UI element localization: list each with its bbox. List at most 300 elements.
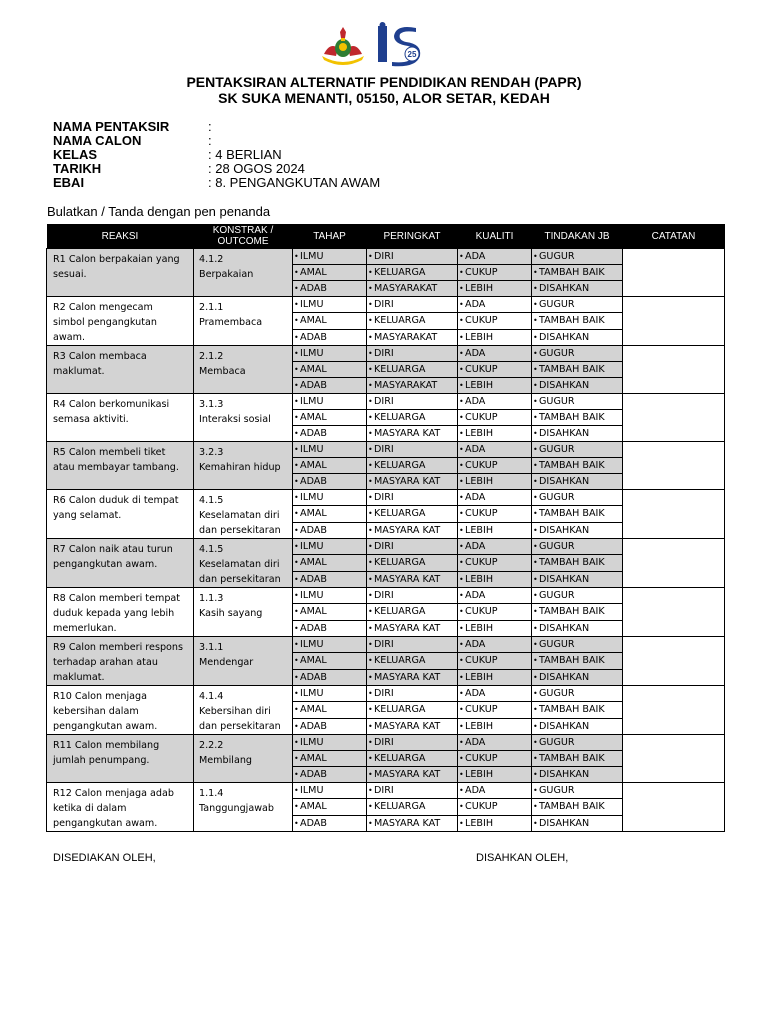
peringkat-option[interactable] [367,442,458,458]
tindakan-option[interactable] [532,555,623,571]
bullet-icon: • [294,786,299,795]
option-label: MASYARAKAT [374,331,438,343]
kualiti-option[interactable] [458,571,532,587]
bullet-icon: • [294,413,299,422]
peringkat-option[interactable] [367,735,458,751]
option-label: MASYARA KAT [374,428,441,439]
konstrak-code: 3.1.1 [199,642,224,653]
option-label: AMAL [300,508,327,520]
bullet-icon: • [533,413,538,422]
option-label: DISAHKAN [539,283,590,294]
bullet-icon: • [533,300,538,309]
tindakan-option[interactable] [532,735,623,751]
catatan-cell[interactable] [623,442,725,490]
option-label: MASYARA KAT [374,573,441,585]
catatan-cell[interactable] [623,588,725,637]
option-label: DIRI [374,348,394,359]
tahap-option[interactable] [293,378,367,394]
bullet-icon: • [533,591,538,600]
bullet-icon: • [459,542,464,551]
kualiti-option[interactable] [458,637,532,653]
peringkat-option[interactable] [367,378,458,394]
peringkat-option[interactable] [367,522,458,538]
bullet-icon: • [459,349,464,358]
kualiti-option[interactable] [458,442,532,458]
bullet-icon: • [459,721,464,731]
bullet-icon: • [294,574,299,584]
tindakan-option[interactable] [532,588,623,604]
bullet-icon: • [294,316,299,326]
option-label: MASYARAKAT [374,380,438,391]
header-reaksi: REAKSI [47,224,194,249]
catatan-cell[interactable] [623,249,725,297]
option-label: TAMBAH BAIK [539,606,605,618]
tahap-option[interactable] [293,346,367,362]
peringkat-option[interactable] [367,571,458,587]
tahap-option[interactable] [293,767,367,783]
catatan-cell[interactable] [623,297,725,346]
kualiti-option[interactable] [458,686,532,702]
option-label: GUGUR [539,737,575,748]
bullet-icon: • [533,509,538,519]
peringkat-option[interactable] [367,815,458,831]
kualiti-option[interactable] [458,539,532,555]
tindakan-option[interactable] [532,458,623,474]
peringkat-option[interactable] [367,799,458,815]
bullet-icon: • [294,770,299,779]
option-label: GUGUR [539,541,575,552]
bullet-icon: • [533,721,538,731]
bullet-icon: • [294,300,299,309]
tahap-option[interactable] [293,281,367,297]
option-label: ILMU [300,590,324,601]
kualiti-option[interactable] [458,783,532,799]
kualiti-option[interactable] [458,249,532,265]
reaksi-cell: R6 Calon duduk di tempat yang selamat. [47,490,194,539]
option-label: ADA [465,444,486,455]
kualiti-option[interactable] [458,378,532,394]
tahap-option[interactable] [293,297,367,313]
peringkat-option[interactable] [367,410,458,426]
tahap-option[interactable] [293,506,367,522]
option-label: DISAHKAN [539,769,590,780]
tahap-option[interactable] [293,588,367,604]
reaksi-cell: R12 Calon menjaga adab ketika di dalam pengangkutan awam. [47,783,194,832]
kualiti-option[interactable] [458,506,532,522]
bullet-icon: • [459,461,464,470]
option-label: LEBIH [465,331,494,343]
peringkat-option[interactable] [367,555,458,571]
kualiti-option[interactable] [458,458,532,474]
bullet-icon: • [294,525,299,535]
kualiti-option[interactable] [458,362,532,378]
kualiti-option[interactable] [458,604,532,620]
tindakan-option[interactable] [532,281,623,297]
peringkat-option[interactable] [367,394,458,410]
tindakan-option[interactable] [532,718,623,734]
option-label: CUKUP [465,753,498,764]
option-label: KELUARGA [374,655,426,667]
bullet-icon: • [368,268,373,277]
tindakan-option[interactable] [532,815,623,831]
tindakan-option[interactable] [532,783,623,799]
tindakan-option[interactable] [532,702,623,718]
bullet-icon: • [459,445,464,454]
option-label: DIRI [374,396,394,407]
option-label: TAMBAH BAIK [539,508,605,520]
bullet-icon: • [459,300,464,309]
konstrak-cell [194,783,293,832]
catatan-cell[interactable] [623,735,725,783]
option-label: ADA [465,639,486,650]
bullet-icon: • [459,397,464,406]
peringkat-option[interactable] [367,249,458,265]
tindakan-option[interactable] [532,362,623,378]
tindakan-option[interactable] [532,426,623,442]
tahap-option[interactable] [293,799,367,815]
peringkat-option[interactable] [367,329,458,345]
tindakan-option[interactable] [532,442,623,458]
bullet-icon: • [368,786,373,795]
table-row [47,490,725,506]
option-label: AMAL [300,460,327,471]
option-label: DISAHKAN [539,428,590,439]
bullet-icon: • [533,623,538,633]
option-label: DISAHKAN [539,380,590,391]
option-label: ILMU [300,396,324,407]
tindakan-option[interactable] [532,378,623,394]
bullet-icon: • [294,689,299,698]
option-label: KELUARGA [374,460,426,471]
bullet-icon: • [294,252,299,261]
catatan-cell[interactable] [623,394,725,442]
bullet-icon: • [368,607,373,617]
header-tindakan: TINDAKAN JB [532,224,623,249]
bullet-icon: • [533,493,538,502]
option-label: KELUARGA [374,606,426,618]
tindakan-option[interactable] [532,490,623,506]
tahap-option[interactable] [293,571,367,587]
tahap-option[interactable] [293,751,367,767]
tahap-option[interactable] [293,329,367,345]
peringkat-option[interactable] [367,362,458,378]
tindakan-option[interactable] [532,506,623,522]
peringkat-option[interactable] [367,297,458,313]
tindakan-option[interactable] [532,604,623,620]
kualiti-option[interactable] [458,265,532,281]
kualiti-option[interactable] [458,313,532,329]
bullet-icon: • [533,689,538,698]
tindakan-option[interactable] [532,620,623,636]
info-row-calon [53,134,553,148]
kualiti-option[interactable] [458,522,532,538]
peringkat-option[interactable] [367,669,458,685]
tindakan-option[interactable] [532,686,623,702]
tahap-option[interactable] [293,620,367,636]
peringkat-option[interactable] [367,604,458,620]
tindakan-option[interactable] [532,522,623,538]
outcome-label: Mendengar [199,657,254,668]
table-row [47,442,725,458]
kualiti-option[interactable] [458,394,532,410]
kualiti-option[interactable] [458,669,532,685]
peringkat-option[interactable] [367,637,458,653]
kualiti-option[interactable] [458,718,532,734]
peringkat-option[interactable] [367,751,458,767]
bullet-icon: • [368,252,373,261]
bullet-icon: • [533,397,538,406]
tahap-option[interactable] [293,362,367,378]
option-label: TAMBAH BAIK [539,460,605,471]
tahap-option[interactable] [293,265,367,281]
peringkat-option[interactable] [367,767,458,783]
option-label: KELUARGA [374,704,426,716]
bullet-icon: • [459,525,464,535]
bullet-icon: • [368,591,373,600]
catatan-cell[interactable] [623,490,725,539]
option-label: ADA [465,590,486,601]
tahap-option[interactable] [293,394,367,410]
bullet-icon: • [294,754,299,763]
peringkat-option[interactable] [367,458,458,474]
tahap-option[interactable] [293,718,367,734]
tindakan-option[interactable] [532,265,623,281]
catatan-cell[interactable] [623,783,725,832]
kualiti-option[interactable] [458,555,532,571]
option-label: MASYARA KAT [374,476,441,487]
kualiti-option[interactable] [458,329,532,345]
peringkat-option[interactable] [367,313,458,329]
option-label: LEBIH [465,428,494,439]
kualiti-option[interactable] [458,588,532,604]
bullet-icon: • [368,558,373,568]
peringkat-option[interactable] [367,702,458,718]
bullet-icon: • [294,429,299,438]
tahap-option[interactable] [293,637,367,653]
option-label: DIRI [374,639,394,650]
bullet-icon: • [368,397,373,406]
peringkat-option[interactable] [367,653,458,669]
bullet-icon: • [459,591,464,600]
tindakan-option[interactable] [532,571,623,587]
option-label: AMAL [300,315,327,327]
option-label: CUKUP [465,364,498,375]
peringkat-option[interactable] [367,490,458,506]
peringkat-option[interactable] [367,588,458,604]
option-label: DISAHKAN [539,573,590,585]
peringkat-option[interactable] [367,506,458,522]
kualiti-option[interactable] [458,799,532,815]
tahap-option[interactable] [293,604,367,620]
bullet-icon: • [294,818,299,828]
option-label: ADAB [300,769,327,780]
tindakan-option[interactable] [532,313,623,329]
approved-by-label: DISAHKAN OLEH, [476,852,569,864]
bullet-icon: • [294,461,299,470]
kualiti-option[interactable] [458,297,532,313]
option-label: ILMU [300,785,324,796]
bullet-icon: • [368,381,373,390]
tahap-option[interactable] [293,410,367,426]
option-label: CUKUP [465,801,498,813]
tahap-option[interactable] [293,669,367,685]
reaksi-cell: R10 Calon menjaga kebersihan dalam pengangkutan awam. [47,686,194,735]
tahap-option[interactable] [293,442,367,458]
option-label: LEBIH [465,720,494,732]
bullet-icon: • [459,770,464,779]
bullet-icon: • [368,509,373,519]
catatan-cell[interactable] [623,539,725,588]
peringkat-option[interactable] [367,718,458,734]
tahap-option[interactable] [293,783,367,799]
peringkat-option[interactable] [367,346,458,362]
tindakan-option[interactable] [532,297,623,313]
tahap-option[interactable] [293,653,367,669]
peringkat-option[interactable] [367,426,458,442]
tindakan-option[interactable] [532,653,623,669]
bullet-icon: • [368,461,373,470]
option-label: ADAB [300,622,327,634]
kualiti-option[interactable] [458,767,532,783]
bullet-icon: • [533,754,538,763]
bullet-icon: • [294,542,299,551]
tahap-option[interactable] [293,249,367,265]
tahap-option[interactable] [293,490,367,506]
konstrak-code: 1.1.3 [199,593,224,604]
peringkat-option[interactable] [367,281,458,297]
catatan-cell[interactable] [623,637,725,686]
peringkat-option[interactable] [367,265,458,281]
bullet-icon: • [368,525,373,535]
kualiti-option[interactable] [458,815,532,831]
option-label: DIRI [374,737,394,748]
kualiti-option[interactable] [458,474,532,490]
option-label: ADAB [300,380,327,391]
konstrak-cell [194,249,293,297]
tindakan-option[interactable] [532,329,623,345]
bullet-icon: • [368,413,373,422]
konstrak-cell [194,442,293,490]
kualiti-option[interactable] [458,620,532,636]
header-logos [0,22,768,70]
option-label: TAMBAH BAIK [539,315,605,327]
bullet-icon: • [533,268,538,277]
kualiti-option[interactable] [458,702,532,718]
bullet-icon: • [533,738,538,747]
bullet-icon: • [294,349,299,358]
header-tahap: TAHAP [293,224,367,249]
bullet-icon: • [294,558,299,568]
option-label: DIRI [374,688,394,699]
kualiti-option[interactable] [458,751,532,767]
peringkat-option[interactable] [367,783,458,799]
peringkat-option[interactable] [367,539,458,555]
konstrak-cell [194,735,293,783]
option-label: KELUARGA [374,801,426,813]
option-label: DISAHKAN [539,524,590,536]
option-label: GUGUR [539,299,575,310]
option-label: ILMU [300,639,324,650]
tahap-option[interactable] [293,815,367,831]
tahap-option[interactable] [293,539,367,555]
catatan-cell[interactable] [623,686,725,735]
bullet-icon: • [459,493,464,502]
bullet-icon: • [294,332,299,342]
kualiti-option[interactable] [458,346,532,362]
option-label: GUGUR [539,251,575,262]
reaksi-cell: R4 Calon berkomunikasi semasa aktiviti. [47,394,194,442]
bullet-icon: • [459,640,464,649]
bullet-icon: • [459,738,464,747]
outcome-label: Kasih sayang [199,608,263,619]
tindakan-option[interactable] [532,669,623,685]
option-label: MASYARA KAT [374,622,441,634]
tindakan-option[interactable] [532,751,623,767]
catatan-cell[interactable] [623,346,725,394]
bullet-icon: • [533,656,538,666]
tindakan-option[interactable] [532,410,623,426]
tindakan-option[interactable] [532,637,623,653]
tahap-option[interactable] [293,426,367,442]
kualiti-option[interactable] [458,410,532,426]
option-label: AMAL [300,704,327,716]
bullet-icon: • [294,738,299,747]
tahap-option[interactable] [293,686,367,702]
peringkat-option[interactable] [367,620,458,636]
outcome-label: Membaca [199,366,246,377]
assessment-table [46,224,725,832]
tindakan-option[interactable] [532,346,623,362]
bullet-icon: • [533,802,538,812]
tindakan-option[interactable] [532,394,623,410]
info-value: : 4 BERLIAN [208,147,282,162]
bullet-icon: • [294,397,299,406]
tahap-option[interactable] [293,313,367,329]
kualiti-option[interactable] [458,653,532,669]
option-label: ILMU [300,348,324,359]
bullet-icon: • [368,656,373,666]
tindakan-option[interactable] [532,539,623,555]
tahap-option[interactable] [293,735,367,751]
bullet-icon: • [459,656,464,666]
tindakan-option[interactable] [532,474,623,490]
tahap-option[interactable] [293,474,367,490]
bullet-icon: • [533,445,538,454]
kualiti-option[interactable] [458,426,532,442]
tahap-option[interactable] [293,555,367,571]
tindakan-option[interactable] [532,799,623,815]
tindakan-option[interactable] [532,249,623,265]
konstrak-code: 2.1.2 [199,351,224,362]
tahap-option[interactable] [293,522,367,538]
option-label: ADAB [300,283,327,294]
option-label: GUGUR [539,396,575,407]
bullet-icon: • [294,705,299,715]
bullet-icon: • [533,461,538,470]
kualiti-option[interactable] [458,735,532,751]
kualiti-option[interactable] [458,281,532,297]
tindakan-option[interactable] [532,767,623,783]
tahap-option[interactable] [293,702,367,718]
peringkat-option[interactable] [367,474,458,490]
kualiti-option[interactable] [458,490,532,506]
table-row [47,588,725,604]
header-konstrak: KONSTRAK / OUTCOME [194,224,293,249]
peringkat-option[interactable] [367,686,458,702]
header-catatan: CATATAN [623,224,725,249]
tahap-option[interactable] [293,458,367,474]
option-label: ILMU [300,444,324,455]
